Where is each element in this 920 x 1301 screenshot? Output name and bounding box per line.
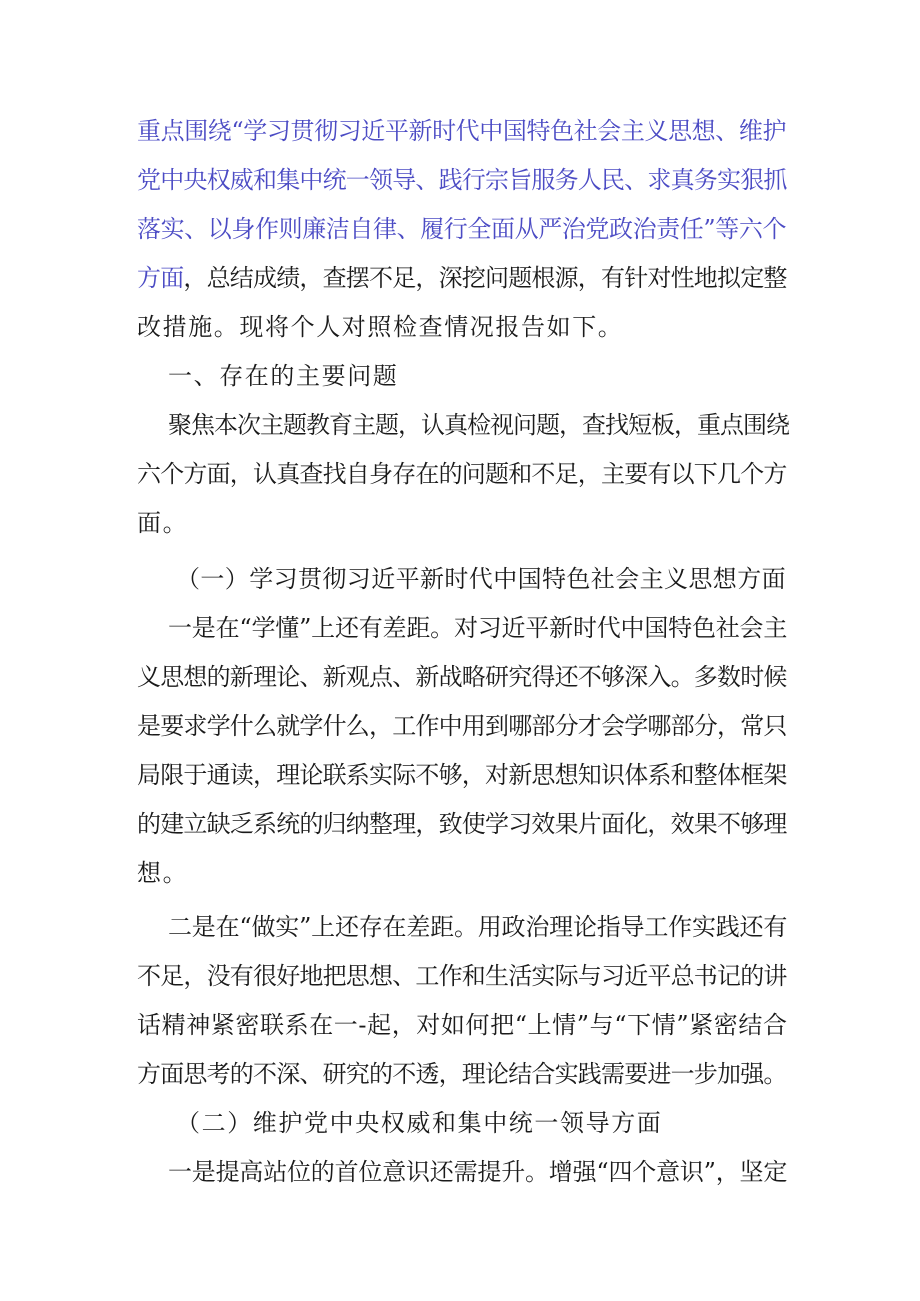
sub-two-para-one-line-1: 一是提高站位的首位意识还需提升。增强“四个意识”，坚定	[168, 1158, 788, 1186]
section-one-para-line-1: 聚焦本次主题教育主题，认真检视问题，查找短板，重点围绕	[168, 411, 789, 439]
section-heading-1: 一、存在的主要问题	[168, 362, 399, 390]
sub-one-para-one-line-1: 一是在“学懂”上还有差距。对习近平新时代中国特色社会主	[168, 614, 788, 642]
sub-one-para-two-line-4: 方面思考的不深、研究的不透，理论结合实践需要进一步加强。	[137, 1060, 787, 1088]
sub-one-para-one-line-2: 义思想的新理论、新观点、新战略研究得还不够深入。多数时候	[137, 663, 787, 691]
intro-line-3: 落实、以身作则廉洁自律、履行全面从严治党政治责任”等六个	[137, 215, 787, 243]
sub-one-para-two-line-3: 话精神紧密联系在一-起，对如何把“上情”与“下情”紧密结合	[137, 1011, 788, 1039]
section-one-para-line-2: 六个方面，认真查找自身存在的问题和不足，主要有以下几个方	[137, 460, 787, 488]
intro-line-2: 党中央权威和集中统一领导、践行宗旨服务人民、求真务实狠抓	[137, 166, 787, 194]
subsection-heading-1: （一）学习贯彻习近平新时代中国特色社会主义思想方面	[176, 565, 786, 593]
sub-one-para-one-line-3: 是要求学什么就学什么，工作中用到哪部分才会学哪部分，常只	[137, 712, 787, 740]
intro-line-4-text: ，总结成绩，查摆不足，深挖问题根源，有针对性地拟定整	[183, 264, 787, 292]
subsection-heading-2: （二）维护党中央权威和集中统一领导方面	[176, 1109, 663, 1137]
intro-line-5: 改措施。现将个人对照检查情况报告如下。	[137, 313, 624, 341]
intro-line-4	[137, 263, 787, 293]
sub-one-para-two-line-2: 不足，没有很好地把思想、工作和生活实际与习近平总书记的讲	[137, 962, 787, 990]
sub-one-para-one-line-6: 想。	[137, 859, 189, 887]
sub-one-para-two-line-1: 二是在“做实”上还存在差距。用政治理论指导工作实践还有	[168, 913, 788, 941]
sub-one-para-one-line-4: 局限于通读，理论联系实际不够，对新思想知识体系和整体框架	[137, 761, 787, 789]
section-one-para-line-3: 面。	[137, 509, 189, 537]
sub-one-para-one-line-5: 的建立缺乏系统的归纳整理，致使学习效果片面化，效果不够理	[137, 810, 787, 838]
intro-highlight-tail: 方面	[137, 264, 184, 292]
intro-line-1: 重点围绕“学习贯彻习近平新时代中国特色社会主义思想、维护	[137, 117, 787, 145]
